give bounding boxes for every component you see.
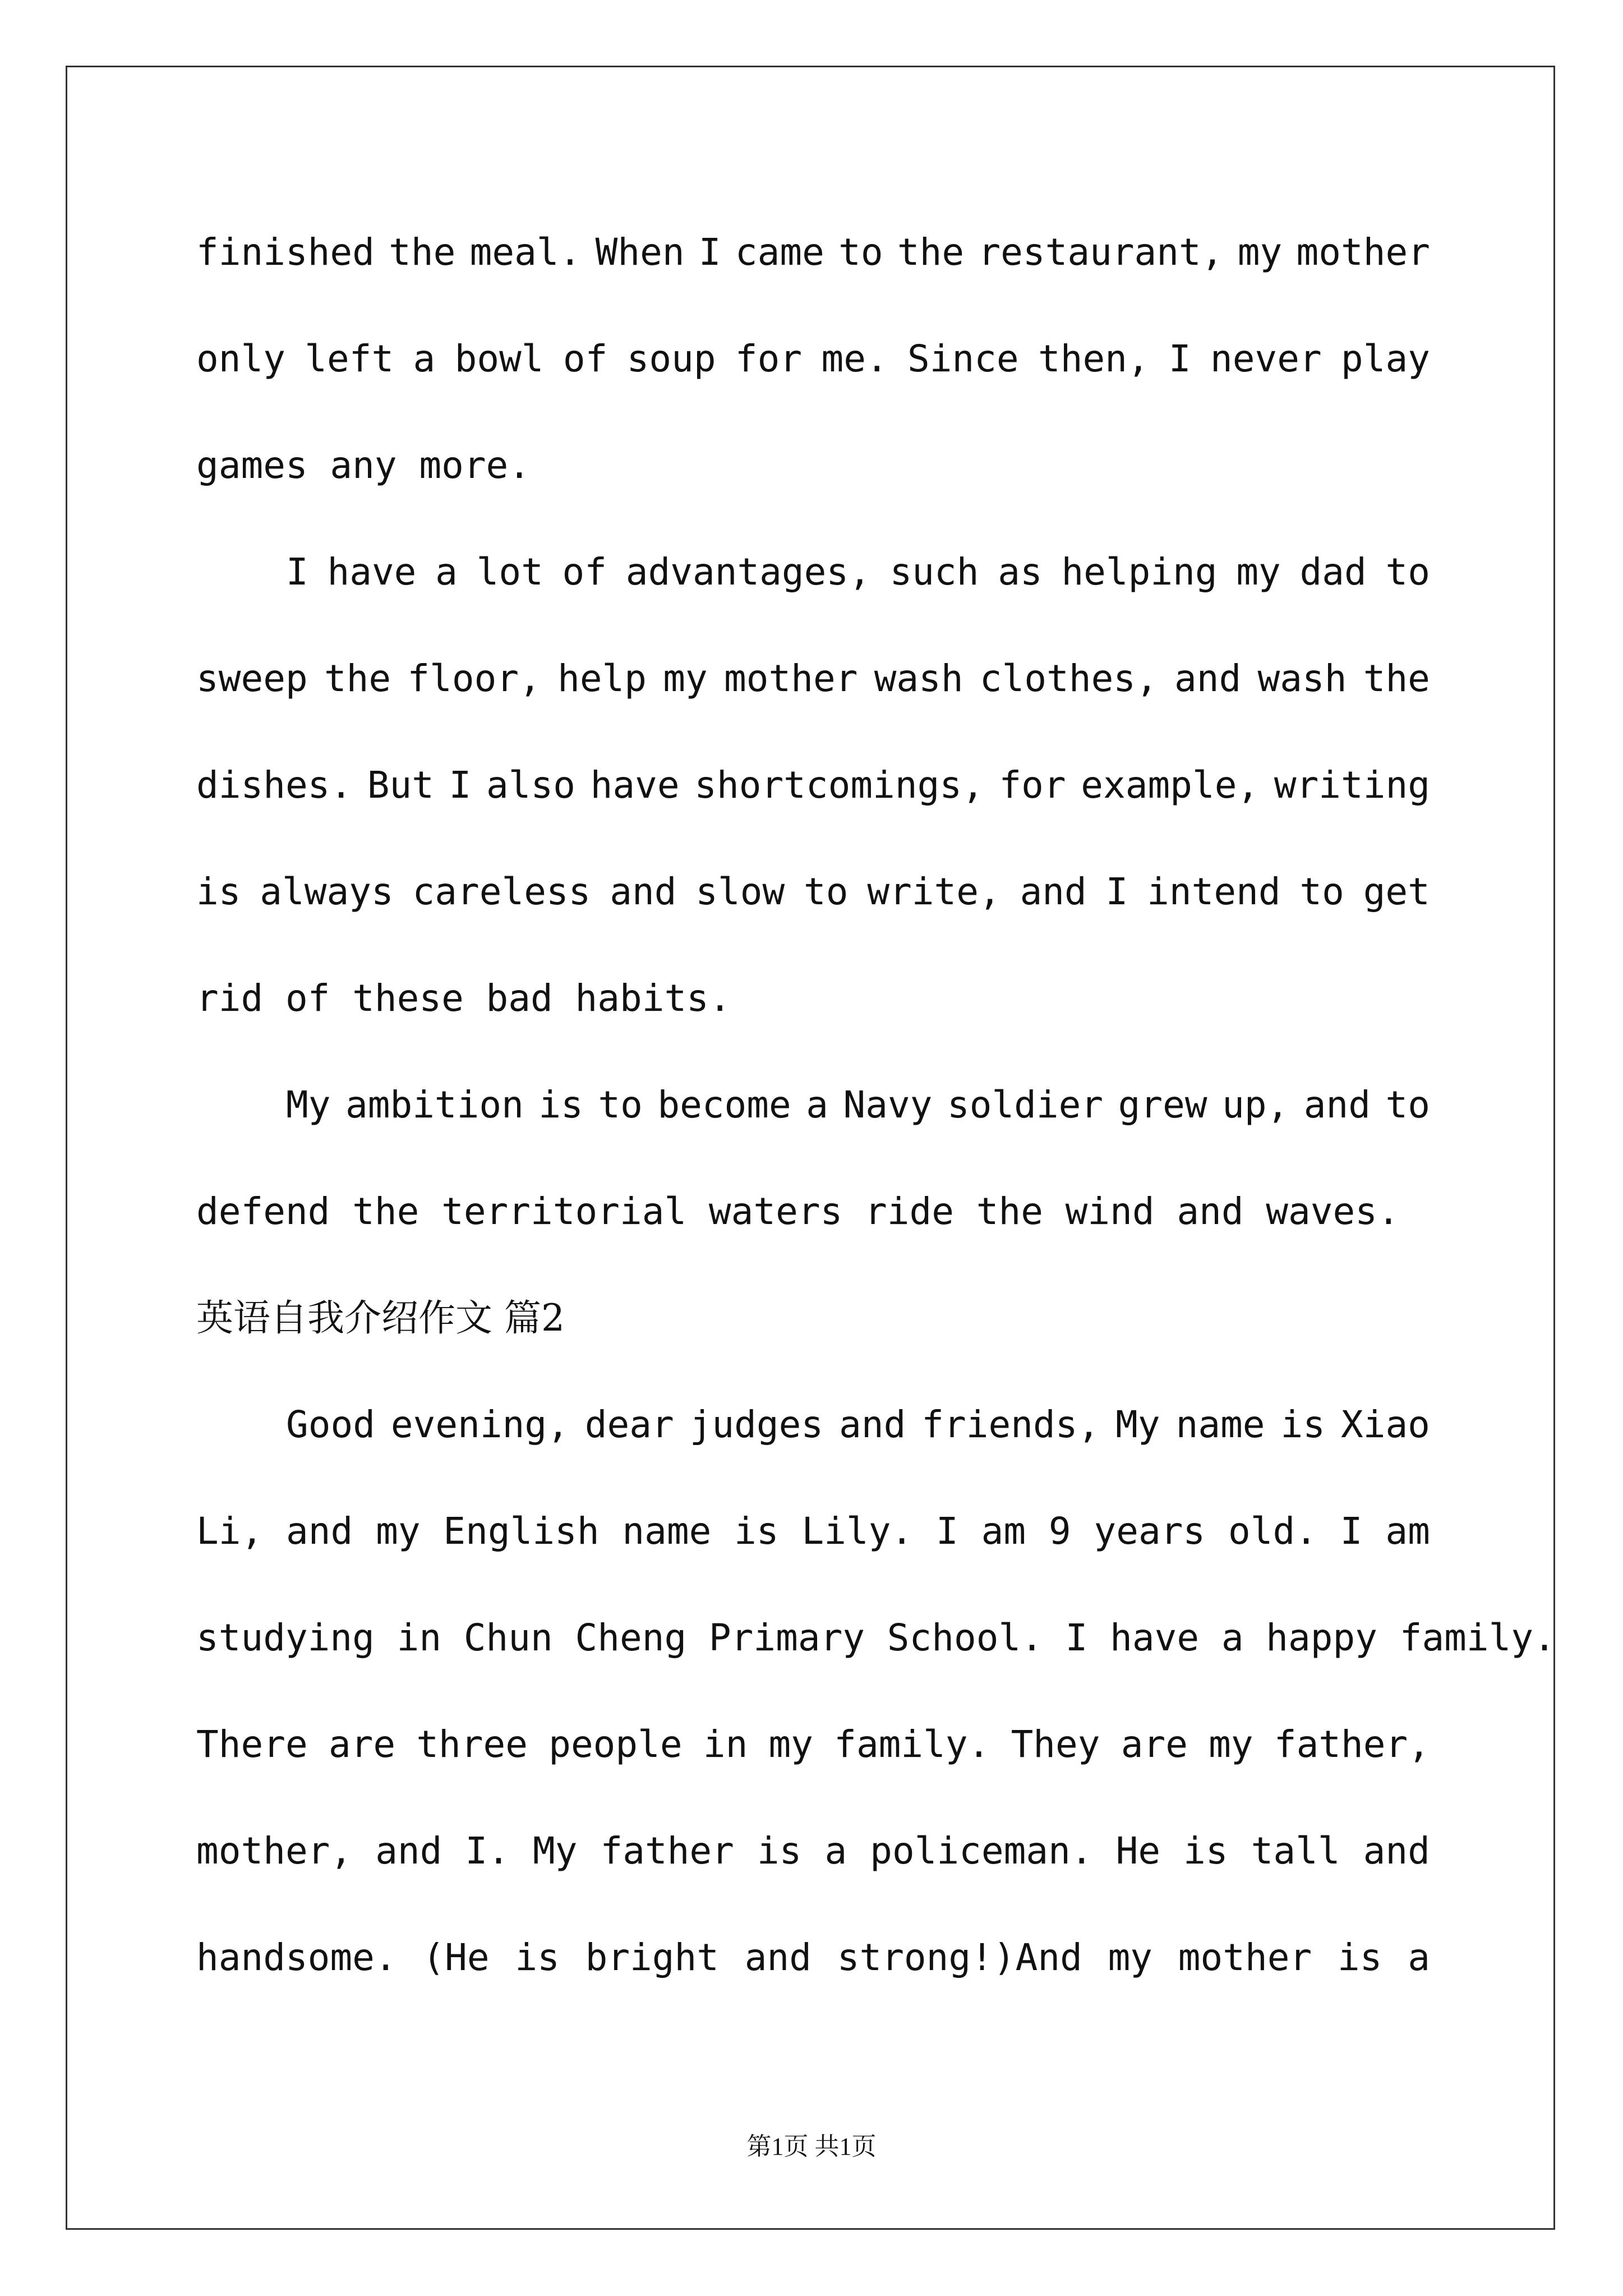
word: am	[981, 1510, 1026, 1553]
word: English	[443, 1510, 600, 1553]
word: the	[389, 231, 456, 274]
word: and	[744, 1936, 811, 1979]
word: My	[1115, 1403, 1160, 1446]
word: never	[1210, 337, 1322, 380]
word: lot	[476, 550, 543, 593]
word: tall	[1251, 1829, 1340, 1872]
word: father,	[1274, 1723, 1430, 1766]
text-line	[196, 1719, 1430, 1770]
word: a	[806, 1083, 829, 1126]
word: left	[305, 337, 394, 380]
word: and	[1363, 1829, 1430, 1872]
word: bowl	[454, 337, 544, 380]
word: I	[936, 1510, 958, 1553]
word: to	[598, 1083, 643, 1126]
word: mother,	[196, 1829, 353, 1872]
word: family.	[834, 1723, 990, 1766]
word: my	[1237, 231, 1283, 274]
word: for	[735, 337, 803, 380]
word: for	[999, 763, 1066, 807]
text-line	[196, 1080, 1430, 1130]
word: the	[897, 231, 965, 274]
word: My	[286, 1083, 331, 1126]
word: wash	[874, 657, 963, 700]
word: and	[610, 870, 677, 913]
word: intend	[1147, 870, 1281, 913]
word: slow	[695, 870, 785, 913]
text-line	[196, 1932, 1430, 1983]
word: to	[1385, 1083, 1430, 1126]
word: only	[196, 337, 285, 380]
word: my	[1236, 550, 1281, 593]
word: I	[1105, 870, 1128, 913]
word: I	[1340, 1510, 1363, 1553]
word: is	[1337, 1936, 1382, 1979]
word: of	[562, 337, 608, 380]
word: writing	[1274, 763, 1430, 807]
word: get	[1363, 870, 1430, 913]
word: my	[376, 1510, 421, 1553]
word: bright	[585, 1936, 719, 1979]
word: a	[824, 1829, 847, 1872]
word: to	[1385, 550, 1430, 593]
word: helping	[1061, 550, 1218, 593]
text-line: defend the territorial waters ride the wind and waves.	[196, 1190, 1400, 1233]
word: a	[435, 550, 458, 593]
word: and	[286, 1510, 353, 1553]
word: meal.	[469, 231, 582, 274]
word: my	[1209, 1723, 1253, 1766]
word: I	[1168, 337, 1191, 380]
word: judges	[689, 1403, 824, 1446]
word: up,	[1222, 1083, 1289, 1126]
word: Xiao	[1340, 1403, 1430, 1446]
word: Li,	[196, 1510, 264, 1553]
word: I	[698, 231, 721, 274]
word: policeman.	[870, 1829, 1093, 1872]
word: grew	[1118, 1083, 1207, 1126]
word: dear	[584, 1403, 674, 1446]
word: soup	[626, 337, 716, 380]
text-line	[196, 334, 1430, 384]
word: to	[838, 231, 883, 274]
word: 9	[1048, 1510, 1071, 1553]
word: restaurant,	[978, 231, 1224, 274]
word: of	[562, 550, 607, 593]
word: But	[367, 763, 435, 807]
word: always	[260, 870, 394, 913]
word: also	[486, 763, 575, 807]
text-line	[196, 1826, 1430, 1876]
word: careless	[412, 870, 591, 913]
word: is	[196, 870, 241, 913]
word: to	[1299, 870, 1344, 913]
word: mother	[724, 657, 858, 700]
word: mother	[1178, 1936, 1312, 1979]
page-border	[66, 66, 1555, 2230]
word: play	[1341, 337, 1430, 380]
word: handsome.	[196, 1936, 397, 1979]
word: strong!)And	[837, 1936, 1082, 1979]
word: to	[804, 870, 849, 913]
word: the	[324, 657, 391, 700]
word: I.	[465, 1829, 510, 1872]
text-line	[196, 1400, 1430, 1450]
word: Lily.	[801, 1510, 914, 1553]
word: soldier	[947, 1083, 1104, 1126]
word: When	[595, 231, 685, 274]
word: My	[532, 1829, 578, 1872]
word: is	[1183, 1829, 1228, 1872]
word: father	[600, 1829, 734, 1872]
word: ambition	[345, 1083, 524, 1126]
word: in	[703, 1723, 748, 1766]
word: is	[734, 1510, 779, 1553]
word: three	[416, 1723, 528, 1766]
word: a	[413, 337, 436, 380]
word: a	[1408, 1936, 1430, 1979]
word: shortcomings,	[694, 763, 984, 807]
word: am	[1385, 1510, 1430, 1553]
word: and	[375, 1829, 442, 1872]
word: me.	[821, 337, 888, 380]
word: and	[839, 1403, 906, 1446]
word: my	[663, 657, 708, 700]
word: such	[889, 550, 979, 593]
word: and	[1020, 870, 1087, 913]
text-line	[196, 547, 1430, 597]
word: Good	[286, 1403, 375, 1446]
word: Since	[907, 337, 1019, 380]
word: years	[1094, 1510, 1206, 1553]
word: finished	[196, 231, 375, 274]
word: name	[622, 1510, 712, 1553]
word: I	[449, 763, 472, 807]
word: I	[286, 550, 308, 593]
text-line	[196, 760, 1430, 811]
word: name	[1175, 1403, 1265, 1446]
word: came	[735, 231, 824, 274]
word: write,	[867, 870, 1001, 913]
word: clothes,	[979, 657, 1158, 700]
text-line: games any more.	[196, 444, 531, 487]
word: They	[1011, 1723, 1100, 1766]
word: as	[998, 550, 1043, 593]
word: He	[1115, 1829, 1161, 1872]
word: example,	[1081, 763, 1260, 807]
word: the	[1363, 657, 1430, 700]
word: Navy	[843, 1083, 933, 1126]
word: help	[557, 657, 647, 700]
word: have	[590, 763, 680, 807]
word: (He	[422, 1936, 490, 1979]
text-line: rid of these bad habits.	[196, 977, 731, 1020]
word: and	[1174, 657, 1242, 700]
word: then,	[1038, 337, 1150, 380]
word: are	[1121, 1723, 1188, 1766]
word: are	[328, 1723, 396, 1766]
word: is	[1280, 1403, 1325, 1446]
word: is	[538, 1083, 583, 1126]
word: friends,	[921, 1403, 1100, 1446]
word: sweep	[196, 657, 308, 700]
text-line	[196, 1506, 1430, 1557]
section-heading: 英语自我介绍作文 篇2	[196, 1296, 565, 1340]
text-line	[196, 867, 1430, 917]
page-footer: 第1页 共1页	[746, 2133, 877, 2160]
word: have	[327, 550, 417, 593]
word: people	[548, 1723, 683, 1766]
word: mother	[1296, 231, 1430, 274]
text-line	[196, 227, 1430, 278]
text-line: studying in Chun Cheng Primary School. I have a happy family.	[196, 1616, 1556, 1659]
word: advantages,	[625, 550, 871, 593]
word: and	[1303, 1083, 1371, 1126]
word: is	[757, 1829, 802, 1872]
word: dishes.	[196, 763, 353, 807]
word: evening,	[390, 1403, 569, 1446]
word: my	[1108, 1936, 1153, 1979]
word: old.	[1228, 1510, 1317, 1553]
word: There	[196, 1723, 308, 1766]
word: wash	[1257, 657, 1347, 700]
word: become	[657, 1083, 791, 1126]
text-line	[196, 654, 1430, 704]
word: floor,	[407, 657, 541, 700]
word: is	[515, 1936, 560, 1979]
word: dad	[1299, 550, 1367, 593]
word: my	[768, 1723, 813, 1766]
